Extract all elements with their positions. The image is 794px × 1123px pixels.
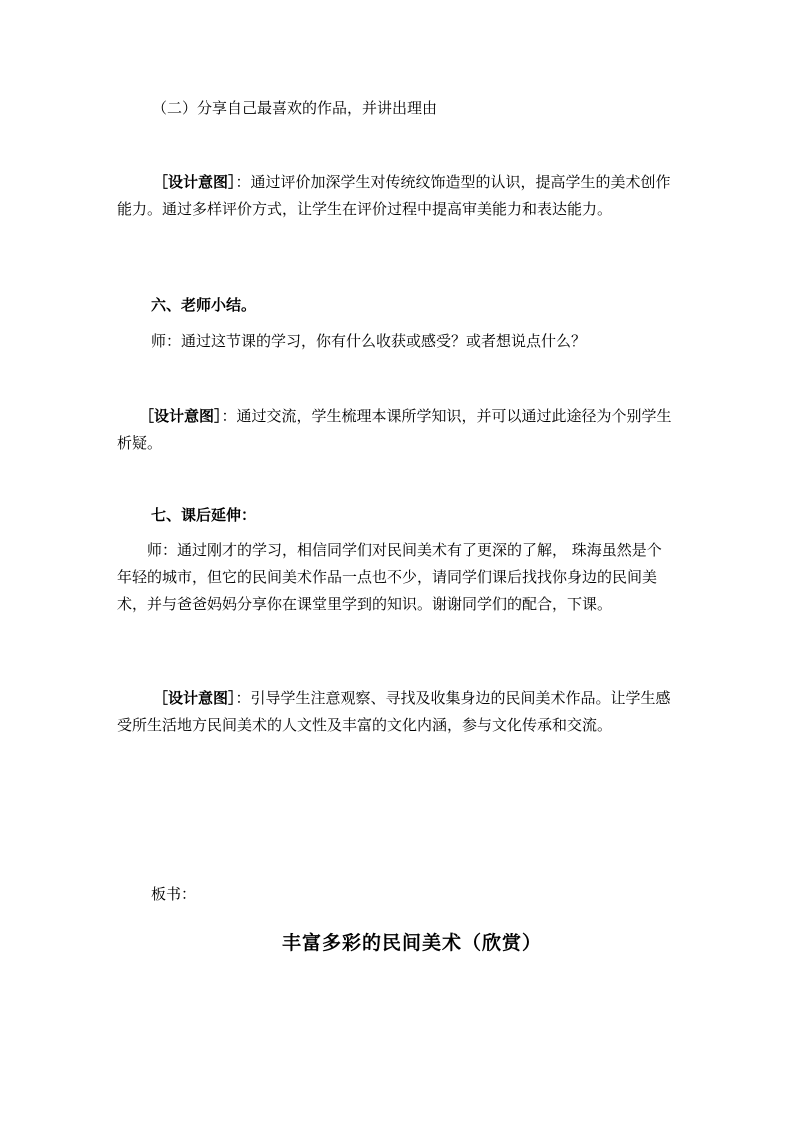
design-intent-3 (117, 685, 672, 739)
design-intent-1-label: ［设计意图］ (153, 173, 236, 191)
section-6-body: 师：通过这节课的学习，你有什么收获或感受？或者想说点什么？ (151, 332, 587, 350)
design-intent-1 (117, 169, 672, 223)
design-intent-2 (117, 403, 672, 457)
section-6-heading: 六、老师小结。 (151, 296, 257, 314)
design-intent-1-text: ：通过评价加深学生对传统纹饰造型的认识，提高学生的美术创作能力。通过多样评价方式，让学生在评价过程中提高审美能力和表达能力。 (117, 173, 671, 218)
item-2-text: （二）分享自己最喜欢的作品，并讲出理由 (152, 99, 438, 117)
board-label: 板书： (151, 885, 197, 903)
board-title: 丰富多彩的民间美术（欣赏） (282, 932, 543, 954)
design-intent-3-text: ：引导学生注意观察、寻找及收集身边的民间美术作品。让学生感受所生活地方民间美术的人文性及丰富的文化内涵，参与文化传承和交流。 (117, 689, 671, 734)
design-intent-2-text: ：通过交流，学生梳理本课所学知识，并可以通过此途径为个别学生析疑。 (117, 407, 672, 452)
section-7-heading: 七、课后延伸： (151, 506, 257, 524)
design-intent-3-label: ［设计意图］ (153, 689, 236, 707)
section-7-body: 师：通过刚才的学习，相信同学们对民间美术有了更深的了解， 珠海虽然是个年轻的城市，但它的民间美术作品一点也不少，请同学们课后找找你身边的民间美术，并与爸爸妈妈分享你在课堂里学到的知识。谢谢同学们的配合，下课。 (117, 541, 662, 613)
design-intent-2-label: ［设计意图］ (139, 407, 222, 425)
